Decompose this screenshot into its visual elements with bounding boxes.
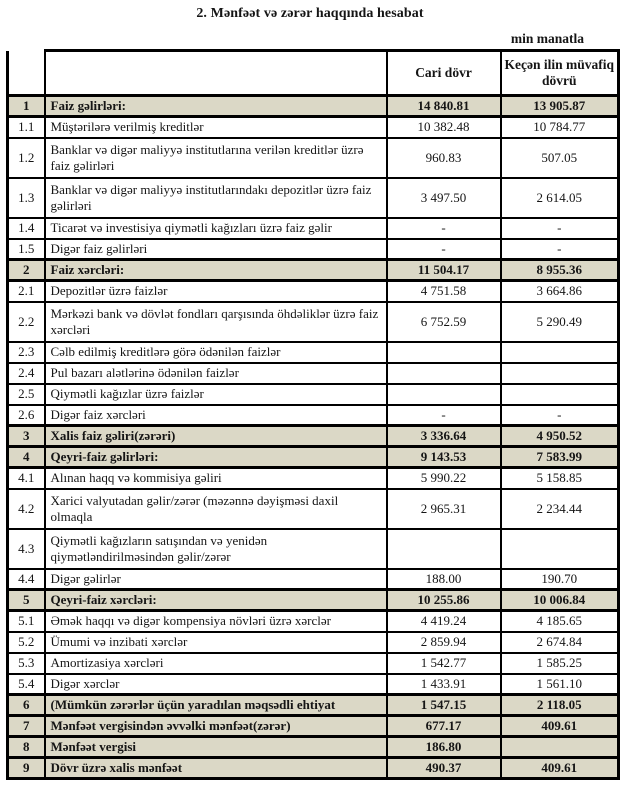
current-value-cell: 1 542.77	[387, 653, 501, 674]
row-number-cell: 4.3	[8, 529, 45, 569]
previous-value-cell	[501, 384, 619, 405]
row-label-cell: Qiymətli kağızlar üzrə faizlər	[45, 384, 387, 405]
description-header	[45, 51, 387, 96]
table-row	[8, 674, 619, 695]
previous-value-cell: 8 955.36	[501, 260, 619, 281]
row-number-cell: 5	[8, 590, 45, 611]
table-row	[8, 468, 619, 489]
row-number-cell: 2	[8, 260, 45, 281]
row-label-cell: Banklar və digər maliyyə institutlarına verilən kreditlər üzrə faiz gəlirləri	[45, 138, 387, 178]
row-label-cell: Müştərilərə verilmiş kreditlər	[45, 117, 387, 138]
current-value-cell: 3 497.50	[387, 178, 501, 218]
table-row	[8, 281, 619, 302]
table-row	[8, 758, 619, 779]
previous-value-cell	[501, 529, 619, 569]
col-header-previous: Keçən ilin müvafiq dövrü	[501, 51, 619, 96]
row-number-cell: 2.3	[8, 342, 45, 363]
table-row	[8, 117, 619, 138]
row-label-cell: Ticarət və investisiya qiymətli kağızları üzrə faiz gəlir	[45, 218, 387, 239]
row-label-cell: Qeyri-faiz gəlirləri:	[45, 447, 387, 468]
current-value-cell: 9 143.53	[387, 447, 501, 468]
header-row	[8, 51, 619, 96]
row-label-cell: Amortizasiya xərcləri	[45, 653, 387, 674]
row-number-cell: 1.3	[8, 178, 45, 218]
previous-value-cell: 13 905.87	[501, 96, 619, 117]
table-row	[8, 529, 619, 569]
previous-value-cell: 5 158.85	[501, 468, 619, 489]
previous-value-cell: 2 118.05	[501, 695, 619, 716]
table-row	[8, 653, 619, 674]
previous-value-cell: 10 784.77	[501, 117, 619, 138]
previous-value-cell: 1 561.10	[501, 674, 619, 695]
table-row	[8, 302, 619, 342]
previous-value-cell: 5 290.49	[501, 302, 619, 342]
row-number-cell: 1.2	[8, 138, 45, 178]
table-row	[8, 569, 619, 590]
current-value-cell: 4 751.58	[387, 281, 501, 302]
table-row	[8, 489, 619, 529]
previous-value-cell	[501, 342, 619, 363]
current-value-cell: 677.17	[387, 716, 501, 737]
current-value-cell: 3 336.64	[387, 426, 501, 447]
row-number-cell: 2.6	[8, 405, 45, 426]
row-label-cell: Əmək haqqı və digər kompensiya növləri üzrə xərclər	[45, 611, 387, 632]
previous-value-cell	[501, 363, 619, 384]
report-title: 2. Mənfəət və zərər haqqında hesabat	[196, 6, 424, 21]
previous-value-cell: 10 006.84	[501, 590, 619, 611]
row-label-cell: Qiymətli kağızların satışından və yenidən qiymətləndirilməsindən gəlir/zərər	[45, 529, 387, 569]
row-label-cell: Dövr üzrə xalis mənfəət	[45, 758, 387, 779]
table-row	[8, 737, 619, 758]
previous-value-cell: 409.61	[501, 758, 619, 779]
current-value-cell: -	[387, 405, 501, 426]
row-label-cell: Qeyri-faiz xərcləri:	[45, 590, 387, 611]
row-label-cell: Depozitlər üzrə faizlər	[45, 281, 387, 302]
table-row	[8, 138, 619, 178]
previous-value-cell: -	[501, 239, 619, 260]
row-number-cell: 4.4	[8, 569, 45, 590]
current-value-cell: 4 419.24	[387, 611, 501, 632]
row-number-cell: 1.1	[8, 117, 45, 138]
row-label-cell: Mərkəzi bank və dövlət fondları qarşısında öhdəliklər üzrə faiz xərcləri	[45, 302, 387, 342]
row-number-cell: 2.5	[8, 384, 45, 405]
current-value-cell: 1 433.91	[387, 674, 501, 695]
row-label-cell: (Mümkün zərərlər üçün yaradılan məqsədli ehtiyat	[45, 695, 387, 716]
row-label-cell: Pul bazarı alətlərinə ödənilən faizlər	[45, 363, 387, 384]
row-number-cell: 2.2	[8, 302, 45, 342]
row-number-cell: 5.2	[8, 632, 45, 653]
row-number-cell: 5.1	[8, 611, 45, 632]
current-value-cell: -	[387, 218, 501, 239]
table-row	[8, 695, 619, 716]
row-label-cell: Ümumi və inzibati xərclər	[45, 632, 387, 653]
row-label-cell: Faiz gəlirləri:	[45, 96, 387, 117]
table-row	[8, 590, 619, 611]
previous-value-cell: 1 585.25	[501, 653, 619, 674]
row-number-cell: 1	[8, 96, 45, 117]
previous-value-cell: -	[501, 405, 619, 426]
row-label-cell: Digər faiz gəlirləri	[45, 239, 387, 260]
row-label-cell: Banklar və digər maliyyə institutlarındakı depozitlər üzrə faiz gəlirləri	[45, 178, 387, 218]
table-row	[8, 239, 619, 260]
row-label-cell: Alınan haqq və kommisiya gəliri	[45, 468, 387, 489]
row-label-cell: Mənfəət vergisi	[45, 737, 387, 758]
previous-value-cell: 2 234.44	[501, 489, 619, 529]
row-label-cell: Xalis faiz gəliri(zərəri)	[45, 426, 387, 447]
current-value-cell: 188.00	[387, 569, 501, 590]
row-label-cell: Digər faiz xərcləri	[45, 405, 387, 426]
current-value-cell: 14 840.81	[387, 96, 501, 117]
previous-value-cell: 2 614.05	[501, 178, 619, 218]
row-label-cell: Faiz xərcləri:	[45, 260, 387, 281]
table-row	[8, 611, 619, 632]
col-header-current: Cari dövr	[387, 51, 501, 96]
profit-loss-table	[6, 49, 620, 780]
row-label-cell: Xarici valyutadan gəlir/zərər (məzənnə dəyişməsi daxil olmaqla	[45, 489, 387, 529]
current-value-cell: 10 382.48	[387, 117, 501, 138]
row-number-cell: 5.4	[8, 674, 45, 695]
row-number-cell: 8	[8, 737, 45, 758]
previous-value-cell: 507.05	[501, 138, 619, 178]
previous-value-cell: 190.70	[501, 569, 619, 590]
current-value-cell: 6 752.59	[387, 302, 501, 342]
row-number-cell: 1.5	[8, 239, 45, 260]
previous-value-cell: 3 664.86	[501, 281, 619, 302]
row-number-header	[8, 51, 45, 96]
row-number-cell: 2.1	[8, 281, 45, 302]
current-value-cell: 11 504.17	[387, 260, 501, 281]
row-label-cell: Digər gəlirlər	[45, 569, 387, 590]
table-row	[8, 716, 619, 737]
current-value-cell	[387, 529, 501, 569]
row-number-cell: 5.3	[8, 653, 45, 674]
row-number-cell: 4.1	[8, 468, 45, 489]
table-row	[8, 363, 619, 384]
row-label-cell: Digər xərclər	[45, 674, 387, 695]
current-value-cell: -	[387, 239, 501, 260]
current-value-cell: 5 990.22	[387, 468, 501, 489]
current-value-cell: 2 965.31	[387, 489, 501, 529]
row-number-cell: 4.2	[8, 489, 45, 529]
previous-value-cell: 4 950.52	[501, 426, 619, 447]
previous-value-cell: 4 185.65	[501, 611, 619, 632]
table-row	[8, 218, 619, 239]
table-row	[8, 426, 619, 447]
previous-value-cell: 409.61	[501, 716, 619, 737]
previous-value-cell: 2 674.84	[501, 632, 619, 653]
current-value-cell: 490.37	[387, 758, 501, 779]
current-value-cell	[387, 342, 501, 363]
table-row	[8, 447, 619, 468]
table-row	[8, 384, 619, 405]
current-value-cell	[387, 384, 501, 405]
row-number-cell: 7	[8, 716, 45, 737]
row-label-cell: Cəlb edilmiş kreditlərə görə ödənilən faizlər	[45, 342, 387, 363]
row-number-cell: 2.4	[8, 363, 45, 384]
current-value-cell	[387, 363, 501, 384]
row-number-cell: 9	[8, 758, 45, 779]
row-number-cell: 4	[8, 447, 45, 468]
table-row	[8, 260, 619, 281]
row-label-cell: Mənfəət vergisindən əvvəlki mənfəət(zərər)	[45, 716, 387, 737]
row-number-cell: 1.4	[8, 218, 45, 239]
row-number-cell: 3	[8, 426, 45, 447]
current-value-cell: 1 547.15	[387, 695, 501, 716]
current-value-cell: 186.80	[387, 737, 501, 758]
unit-note: min manatla	[510, 31, 584, 46]
current-value-cell: 2 859.94	[387, 632, 501, 653]
row-number-cell: 6	[8, 695, 45, 716]
current-value-cell: 960.83	[387, 138, 501, 178]
previous-value-cell: 7 583.99	[501, 447, 619, 468]
table-row	[8, 96, 619, 117]
table-row	[8, 632, 619, 653]
previous-value-cell	[501, 737, 619, 758]
table-row	[8, 405, 619, 426]
previous-value-cell: -	[501, 218, 619, 239]
current-value-cell: 10 255.86	[387, 590, 501, 611]
table-row	[8, 178, 619, 218]
table-row	[8, 342, 619, 363]
